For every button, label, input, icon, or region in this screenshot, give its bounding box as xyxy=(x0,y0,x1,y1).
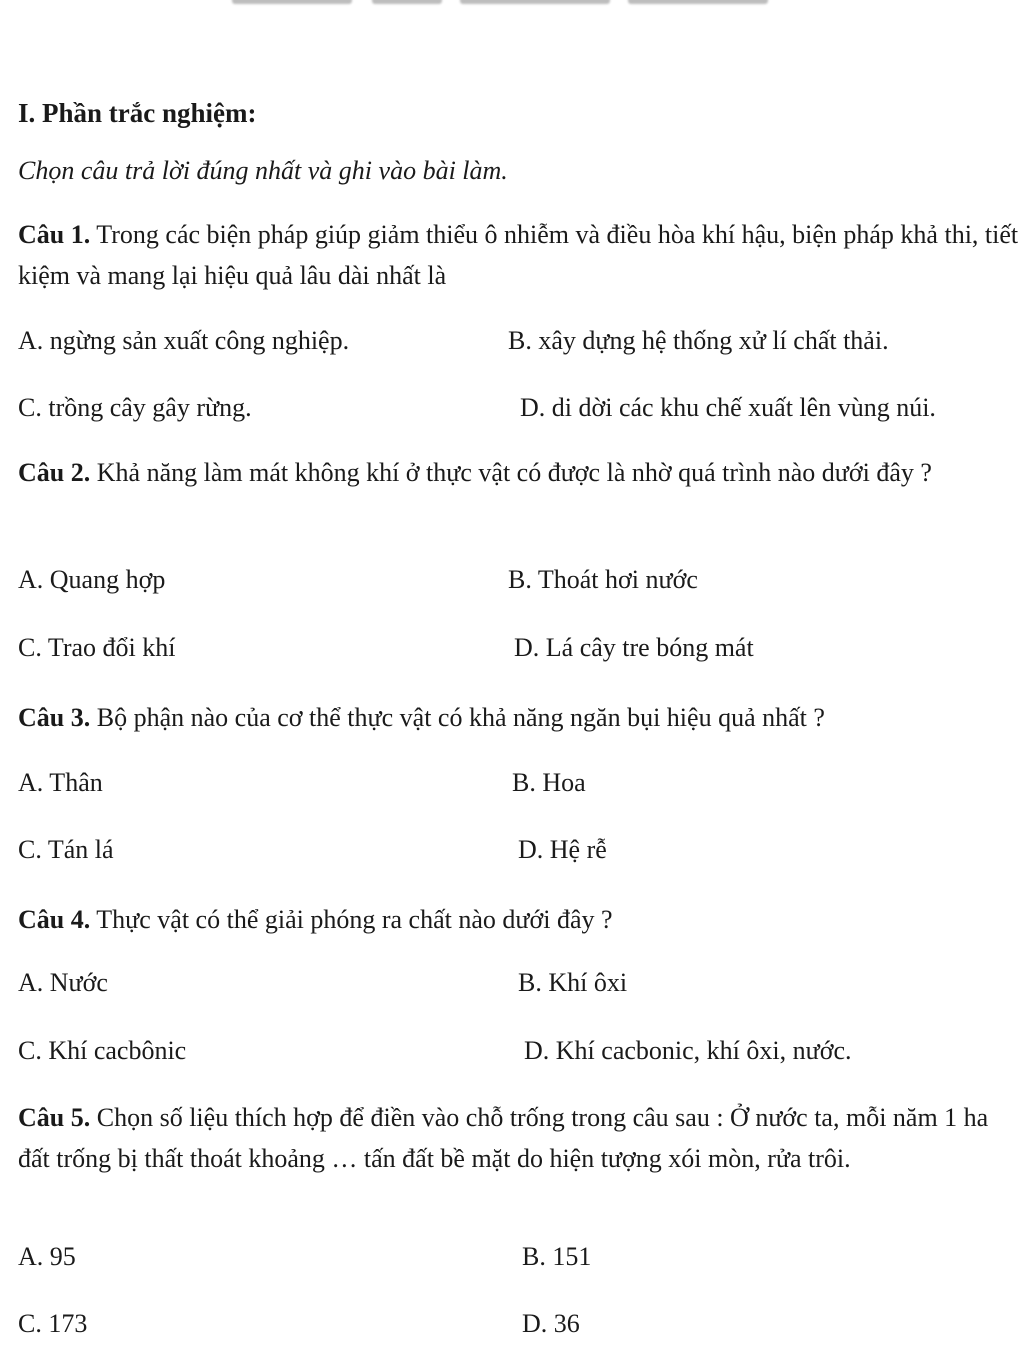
question-2-option-c: C. Trao đổi khí xyxy=(18,633,176,662)
question-2-option-b: B. Thoát hơi nước xyxy=(508,565,698,594)
question-4 xyxy=(18,899,1022,940)
question-1 xyxy=(18,214,1022,296)
question-2-number: Câu 2. xyxy=(18,458,91,487)
question-1-option-c: C. trồng cây gây rừng. xyxy=(18,393,252,422)
question-1-text: Trong các biện pháp giúp giảm thiểu ô nhiễm và điều hòa khí hậu, biện pháp khả thi, tiết kiệm và mang lại hiệu quả lâu dài nhất là xyxy=(18,220,1019,290)
question-3-option-b: B. Hoa xyxy=(512,768,586,797)
question-5-option-d: D. 36 xyxy=(522,1309,580,1338)
question-5-option-b: B. 151 xyxy=(522,1242,592,1271)
question-4-option-b: B. Khí ôxi xyxy=(518,968,628,997)
question-4-text: Thực vật có thể giải phóng ra chất nào dưới đây ? xyxy=(90,905,613,934)
question-2 xyxy=(18,452,1022,493)
question-3-text: Bộ phận nào của cơ thể thực vật có khả năng ngăn bụi hiệu quả nhất ? xyxy=(90,703,825,732)
question-5-text: Chọn số liệu thích hợp để điền vào chỗ trống trong câu sau : Ở nước ta, mỗi năm 1 ha đất trống bị thất thoát khoảng … tấn đất bề mặt do hiện tượng xói mòn, rửa trôi. xyxy=(18,1103,989,1173)
question-3-option-a: A. Thân xyxy=(18,768,103,797)
question-4-number: Câu 4. xyxy=(18,905,91,934)
question-2-option-a: A. Quang hợp xyxy=(18,565,166,594)
section-title: I. Phần trắc nghiệm: xyxy=(18,98,257,128)
question-4-option-c: C. Khí cacbônic xyxy=(18,1036,187,1065)
cropped-header-remnant xyxy=(0,0,1024,8)
question-3-option-d: D. Hệ rễ xyxy=(518,835,607,864)
question-1-option-d: D. di dời các khu chế xuất lên vùng núi. xyxy=(520,393,936,422)
question-5-option-a: A. 95 xyxy=(18,1242,76,1271)
section-instruction: Chọn câu trả lời đúng nhất và ghi vào bài làm. xyxy=(18,156,508,185)
question-2-option-d: D. Lá cây tre bóng mát xyxy=(514,633,754,662)
question-3-number: Câu 3. xyxy=(18,703,91,732)
question-4-option-d: D. Khí cacbonic, khí ôxi, nước. xyxy=(524,1036,852,1065)
question-3-option-c: C. Tán lá xyxy=(18,835,114,864)
question-5-number: Câu 5. xyxy=(18,1103,91,1132)
question-1-option-a: A. ngừng sản xuất công nghiệp. xyxy=(18,326,350,355)
question-1-number: Câu 1. xyxy=(18,220,91,249)
question-1-option-b: B. xây dựng hệ thống xử lí chất thải. xyxy=(508,326,889,355)
question-5 xyxy=(18,1097,1022,1179)
question-3 xyxy=(18,697,1022,738)
question-2-text: Khả năng làm mát không khí ở thực vật có được là nhờ quá trình nào dưới đây ? xyxy=(90,458,932,487)
question-5-option-c: C. 173 xyxy=(18,1309,88,1338)
question-4-option-a: A. Nước xyxy=(18,968,108,997)
